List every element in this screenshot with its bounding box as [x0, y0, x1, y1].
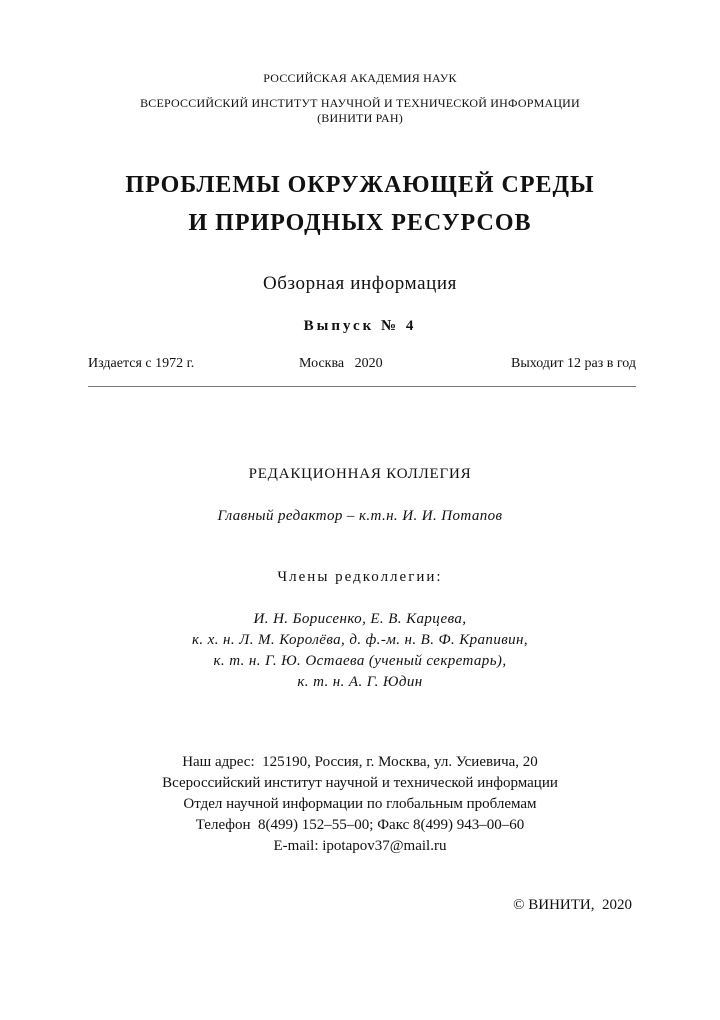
institute-abbreviation: (ВИНИТИ РАН) [317, 111, 403, 125]
member-line: к. х. н. Л. М. Королёва, д. ф.-м. н. В. Ф. Крапивин, [191, 632, 529, 648]
contact-department: Отдел научной информации по глобальным проблемам [183, 796, 537, 812]
divider-line [88, 386, 636, 387]
copyright-notice: © ВИНИТИ, 2020 [513, 897, 632, 913]
phone-fax: Телефон 8(499) 152–55–00; Факс 8(499) 943–00–60 [195, 817, 525, 833]
postal-address: Наш адрес: 125190, Россия, г. Москва, ул. Усиевича, 20 [182, 754, 538, 770]
chief-editor: Главный редактор – к.т.н. И. И. Потапов [217, 508, 503, 524]
member-line: к. т. н. Г. Ю. Остаева (ученый секретарь), [213, 653, 507, 669]
editorial-board-heading: РЕДАКЦИОННАЯ КОЛЛЕГИЯ [248, 466, 472, 482]
journal-title-line-1: ПРОБЛЕМЫ ОКРУЖАЮЩЕЙ СРЕДЫ [125, 172, 595, 198]
member-line: И. Н. Борисенко, Е. В. Карцева, [253, 611, 467, 627]
published-since: Издается с 1972 г. [88, 356, 195, 371]
journal-title-line-2: И ПРИРОДНЫХ РЕСУРСОВ [188, 210, 532, 236]
journal-subtitle: Обзорная информация [262, 273, 458, 294]
contact-institute: Всероссийский институт научной и технической информации [162, 775, 558, 791]
contact-email: E-mail: ipotapov37@mail.ru [273, 838, 447, 854]
members-heading: Члены редколлегии: [277, 569, 443, 585]
academy-name: РОССИЙСКАЯ АКАДЕМИЯ НАУК [263, 71, 457, 85]
issue-number: Выпуск № 4 [303, 318, 417, 334]
place-and-year: Москва 2020 [299, 356, 383, 371]
institute-name: ВСЕРОССИЙСКИЙ ИНСТИТУТ НАУЧНОЙ И ТЕХНИЧЕСКОЙ ИНФОРМАЦИИ [140, 96, 580, 110]
issue-frequency: Выходит 12 раз в год [510, 356, 636, 371]
member-line: к. т. н. А. Г. Юдин [297, 674, 423, 690]
